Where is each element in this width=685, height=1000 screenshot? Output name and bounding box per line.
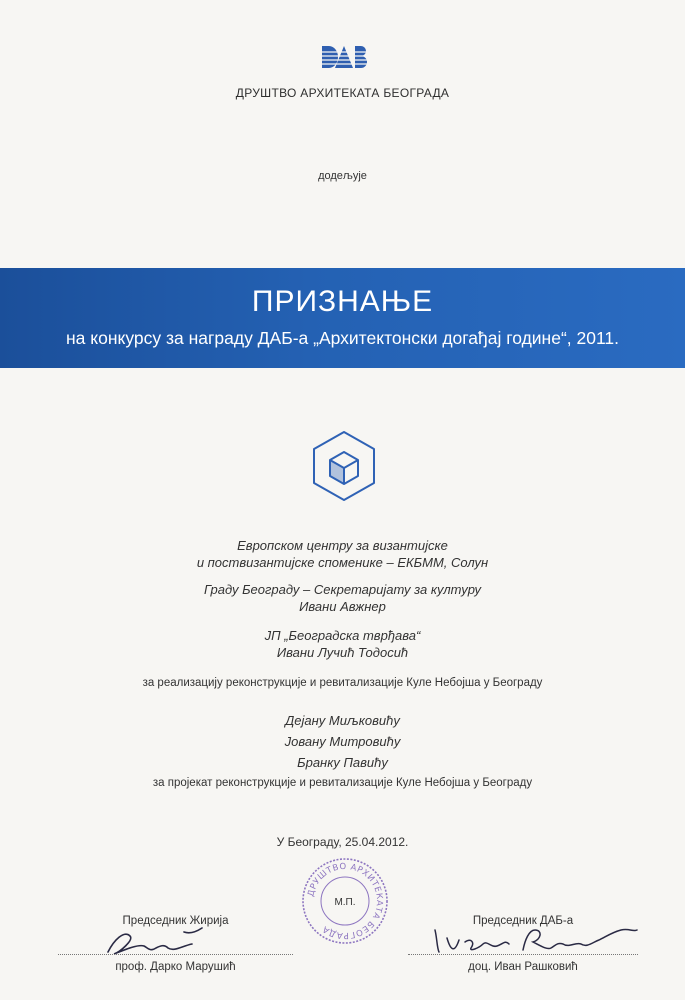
certificate-subtitle: на конкурсу за награду ДАБ-а „Архитектонски догађај године“, 2011.	[65, 328, 620, 348]
dab-logo	[320, 44, 368, 70]
stamp-center-label: М.П.	[334, 897, 356, 908]
dab-president-title: Председник ДАБ-а	[472, 915, 574, 927]
jury-president-title: Председник Жирија	[122, 915, 229, 927]
jury-president-signature	[100, 922, 210, 962]
certificate-title: ПРИЗНАЊЕ	[251, 285, 434, 318]
dab-president-name: доц. Иван Рашковић	[468, 961, 578, 973]
recipient-line: Јовану Митровићу	[284, 734, 401, 749]
award-reason: за реализацију реконструкције и ревитализације Куле Небојша у Београду	[142, 677, 543, 689]
issue-date: У Београду, 25.04.2012.	[276, 835, 409, 849]
recipient-line: Европском центру за византијске	[237, 538, 448, 553]
recipient-line: Граду Београду – Секретаријату за културу	[203, 582, 482, 597]
jury-signature-line	[58, 954, 293, 955]
awards-text: додељује	[318, 170, 367, 182]
award-reason: за пројекат реконструкције и ревитализације Куле Небојша у Београду	[152, 777, 533, 789]
recipient-line: Бранку Павићу	[297, 755, 388, 770]
official-stamp	[300, 856, 390, 946]
recipient-line: Дејану Миљковићу	[285, 713, 400, 728]
jury-president-name: проф. Дарко Марушић	[115, 961, 236, 973]
recipient-line: Ивани Авжнер	[299, 599, 386, 614]
organization-name: ДРУШТВО АРХИТЕКАТА БЕОГРАДА	[235, 86, 450, 100]
recipient-line: ЈП „Београдска тврђава“	[264, 628, 421, 643]
dab-signature-line	[408, 954, 638, 955]
recipient-line: и поствизантијске споменике – ЕКБММ, Солун	[196, 555, 489, 570]
svg-text:ДРУШТВО АРХИТЕКАТА БЕОГРАДА: ДРУШТВО АРХИТЕКАТА БЕОГРАДА	[306, 861, 385, 941]
cube-emblem-icon	[308, 430, 380, 502]
recipient-line: Ивани Лучић Тодосић	[276, 645, 409, 660]
